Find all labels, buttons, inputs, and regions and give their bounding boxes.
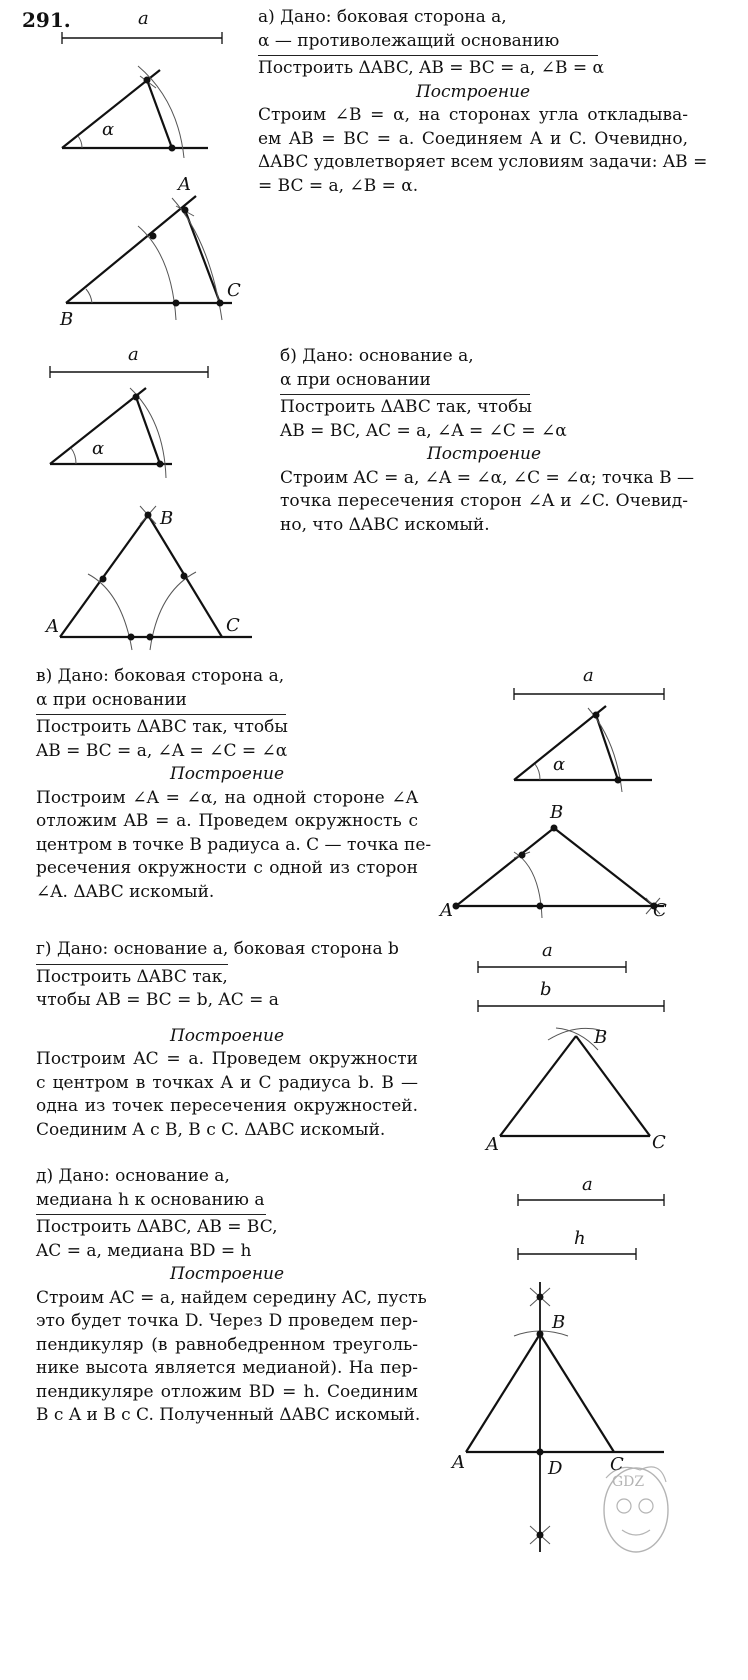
part-d-solution-6: B с A и B с C. Полученный ΔABC искомый. [36, 1405, 421, 1425]
part-b-label-A: A [46, 616, 59, 637]
part-d-segment-h-label: h [574, 1228, 586, 1249]
part-a-triangle [59, 174, 241, 330]
part-v-given-1: в) Дано: боковая сторона a, [36, 666, 285, 686]
part-b-given-angle [50, 388, 172, 478]
part-a-angle-label: α [102, 119, 115, 140]
part-g-triangle [484, 1027, 666, 1155]
part-v-label-C: C [653, 900, 667, 921]
part-b-construct-2: AB = BC, AC = a, ∠A = ∠C = ∠α [280, 420, 567, 441]
part-a-label-A: A [178, 174, 191, 195]
part-g-segment-a [478, 940, 626, 973]
part-d-construct-2: AC = a, медиана BD = h [36, 1240, 252, 1261]
part-d-solution-2: это будет точка D. Через D проведем пер- [36, 1311, 418, 1331]
part-g-solution-1: Построим AC = a. Проведем окружности [36, 1049, 418, 1069]
part-d-heading: Построение [169, 1264, 285, 1284]
part-v-solution-1: Построим ∠A = ∠α, на одной стороне ∠A [36, 787, 418, 808]
part-g-construct-1: Построить ΔABC так, [36, 966, 228, 987]
part-g-segment-b-label: b [540, 979, 552, 1000]
part-d-label-C: C [610, 1454, 624, 1475]
part-b-segment-label: a [128, 344, 139, 365]
part-v-given-angle [514, 706, 652, 792]
part-a-solution-4: = BC = a, ∠B = α. [258, 175, 419, 196]
part-d-solution-4: нике высота является медианой). На пер- [36, 1358, 418, 1378]
part-v-label-B: B [550, 802, 564, 823]
part-b-given-1: б) Дано: основание a, [280, 346, 474, 366]
part-v-heading: Построение [169, 764, 285, 784]
part-b-given-2: α при основании [280, 369, 431, 390]
part-v-label-A: A [440, 900, 453, 921]
part-g-label-A: A [486, 1134, 499, 1155]
part-d-given-1: д) Дано: основание a, [36, 1166, 230, 1186]
part-a-solution-3: ΔABC удовлетворяет всем условиям задачи: AB = [258, 152, 708, 172]
part-d-label-D: D [548, 1458, 563, 1479]
part-a-given-angle [62, 66, 208, 158]
part-d-segment-h [518, 1228, 636, 1260]
part-g-segment-b [478, 979, 664, 1012]
part-g-solution-4: Соединим A с B, B с C. ΔABC искомый. [36, 1119, 386, 1140]
part-g-segment-a-label: a [542, 940, 553, 961]
part-v-solution-4: ресечения окружности с одной из сторон [36, 858, 418, 878]
part-a-label-C: C [227, 280, 241, 301]
part-d-solution-5: пендикуляре отложим BD = h. Соединим [36, 1381, 418, 1402]
part-a-solution-2: ем AB = BC = a. Соединяем A и C. Очевидно, [258, 128, 688, 149]
part-b-construct-1: Построить ΔABC так, чтобы [280, 397, 532, 417]
part-a-segment-label: a [138, 8, 149, 29]
part-d-segment-a-label: a [582, 1174, 593, 1195]
watermark-text: GDZ [612, 1474, 645, 1490]
part-a-given-2: α — противолежащий основанию [258, 30, 560, 51]
part-a-given-1: а) Дано: боковая сторона a, [258, 7, 507, 27]
part-a-segment-a [62, 8, 222, 44]
part-d-label-B: B [552, 1312, 566, 1333]
part-b-solution-3: но, что ΔABC искомый. [280, 514, 490, 535]
part-d-given-2: медиана h к основанию a [36, 1189, 265, 1210]
part-d-label-A: A [452, 1452, 465, 1473]
watermark-mascot [604, 1467, 668, 1552]
part-a-heading: Построение [415, 81, 531, 102]
part-v-segment-a [514, 665, 664, 700]
part-g-solution-3: одна из точек пересечения окружностей. [36, 1096, 418, 1116]
part-v-solution-2: отложим AB = a. Проведем окружность с [36, 811, 418, 831]
part-b-solution-1: Строим AC = a, ∠A = ∠α, ∠C = ∠α; точка B — [280, 467, 694, 488]
part-v-construct-1: Построить ΔABC так, чтобы [36, 717, 288, 737]
part-d-construct-1: Построить ΔABC, AB = BC, [36, 1217, 278, 1237]
part-b-angle-label: α [92, 438, 105, 459]
part-v-solution-3: центром в точке B радиуса a. C — точка пе- [36, 834, 432, 855]
part-b-label-C: C [226, 615, 240, 636]
part-v-construct-2: AB = BC = a, ∠A = ∠C = ∠α [36, 740, 288, 761]
part-a-construct-1: Построить ΔABC, AB = BC = a, ∠B = α [258, 58, 604, 78]
part-d-solution-1: Строим AC = a, найдем середину AC, пусть [36, 1287, 427, 1308]
part-g-label-B: B [594, 1027, 608, 1048]
part-v-triangle [438, 802, 667, 921]
part-v-solution-5: ∠A. ΔABC искомый. [36, 881, 215, 902]
part-g-solution-2: с центром в точках A и C радиуса b. B — [36, 1072, 418, 1093]
part-g-label-C: C [652, 1132, 666, 1153]
part-b-solution-2: точка пересечения сторон ∠A и ∠C. Очевид- [280, 491, 688, 511]
part-g-given-1: г) Дано: основание a, боковая сторона b [36, 939, 399, 959]
part-d-solution-3: пендикуляр (в равнобедренном треуголь- [36, 1334, 418, 1355]
part-g-construct-2: чтобы AB = BC = b, AC = a [36, 990, 279, 1010]
problem-number: 291. [22, 8, 71, 32]
part-a-solution-1: Строим ∠B = α, на сторонах угла откладыва- [258, 105, 688, 125]
part-v-given-2: α при основании [36, 689, 187, 710]
part-d-segment-a [518, 1174, 664, 1206]
part-b-segment-a [50, 344, 208, 378]
part-b-heading: Построение [426, 444, 542, 464]
part-v-angle-label: α [553, 754, 566, 775]
part-d-triangle [450, 1282, 664, 1552]
part-v-segment-label: a [583, 665, 594, 686]
part-b-label-B: B [160, 508, 174, 529]
part-g-heading: Построение [169, 1025, 285, 1046]
part-b-triangle [44, 506, 252, 650]
part-a-label-B: B [60, 309, 74, 330]
